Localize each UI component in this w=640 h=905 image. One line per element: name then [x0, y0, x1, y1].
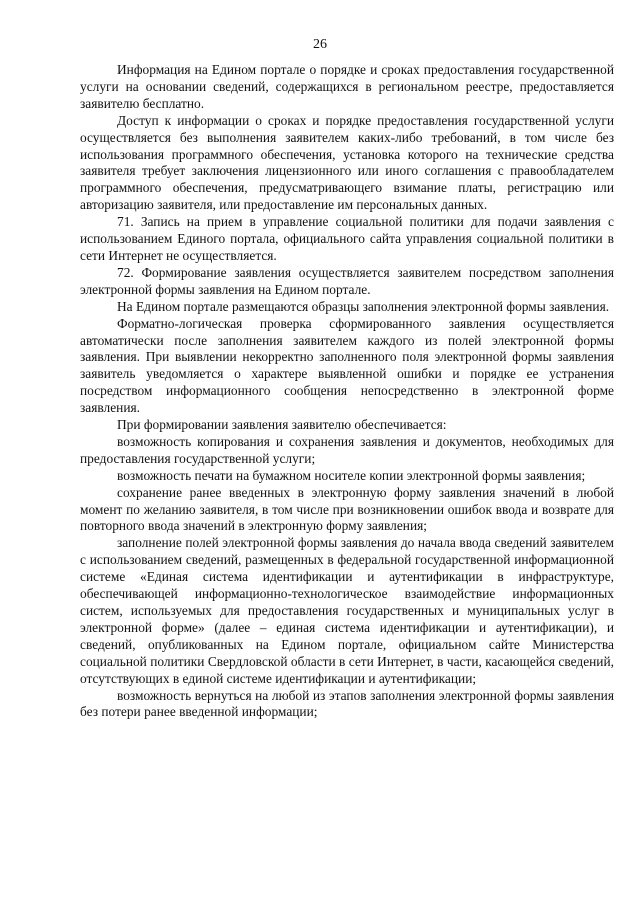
paragraph-access-info: Доступ к информации о сроках и порядке предоставления государственной услуги осуществляется без выполнения заявителем каких-либо требований, в том числе без использования программного обеспечения, установка которого на технические средства заявителя требует заключения лицензионного или иного соглашения с правообладателем программного обеспечения, предусматривающего взимание платы, регистрацию или авторизацию заявителя, или предоставление им персональных данных.	[80, 112, 614, 213]
paragraph-info-free: Информация на Едином портале о порядке и сроках предоставления государственной услуги на основании сведений, содержащихся в региональном реестре, предоставляется заявителю бесплатно.	[80, 62, 614, 111]
paragraph-samples: На Едином портале размещаются образцы заполнения электронной формы заявления.	[117, 298, 610, 314]
paragraph-save-values: сохранение ранее введенных в электронную форму заявления значений в любой момент по желанию заявителя, в том числе при возникновении ошибок ввода и возврате для повторного ввода значений в электронную форму заявления;	[80, 484, 614, 534]
paragraph-return-stage: возможность вернуться на любой из этапов заполнения электронной формы заявления без потери ранее введенной информации;	[80, 687, 614, 720]
paragraph-print: возможность печати на бумажном носителе копии электронной формы заявления;	[117, 467, 586, 483]
page-number: 26	[313, 37, 327, 52]
paragraph-72: 72. Формирование заявления осуществляется заявителем посредством заполнения электронной формы заявления на Едином портале.	[80, 264, 614, 297]
paragraph-copy-save: возможность копирования и сохранения заявления и документов, необходимых для предоставления государственной услуги;	[80, 433, 614, 466]
document-body	[80, 62, 614, 721]
paragraph-71: 71. Запись на прием в управление социальной политики для подачи заявления с использованием Единого портала, официального сайта управления социальной политики в сети Интернет не осуществляется.	[80, 214, 614, 263]
paragraph-provided-intro: При формировании заявления заявителю обеспечивается:	[117, 417, 447, 433]
paragraph-format-check: Форматно-логическая проверка сформированного заявления осуществляется автоматически после заполнения заявителем каждого из полей электронной формы заявления. При выявлении некорректно заполненного поля электронной формы заявления заявитель уведомляется о характере выявленной ошибки и порядке ее устранения посредством информационного сообщения непосредственно в электронной форме заявления.	[80, 315, 614, 416]
paragraph-prefill: заполнение полей электронной формы заявления до начала ввода сведений заявителем с использованием сведений, размещенных в федеральной государственной информационной системе «Единая система идентификации и аутентификации в инфраструктуре, обеспечивающей информационно-технологическое взаимодействие информационных систем, используемых для предоставления государственных и муниципальных услуг в электронной форме» (далее – единая система идентификации и аутентификации), и сведений, опубликованных на Едином портале, официальном сайте Министерства социальной политики Свердловской области в сети Интернет, в части, касающейся сведений, отсутствующих в единой системе идентификации и аутентификации;	[80, 535, 614, 686]
